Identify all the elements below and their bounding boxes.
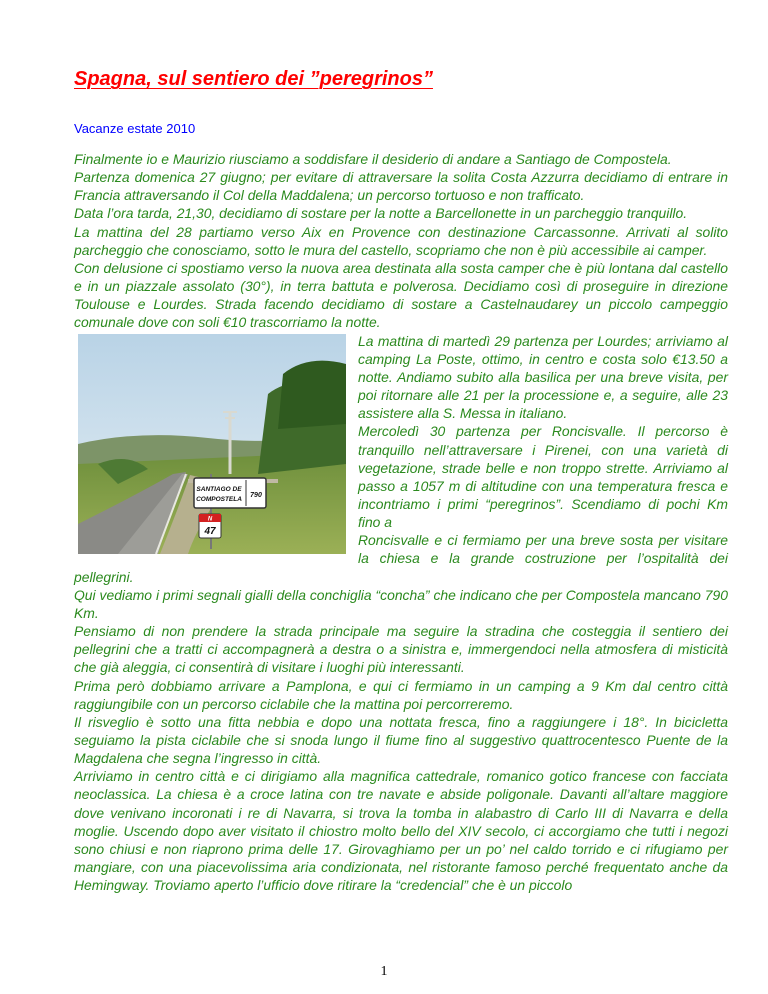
- paragraph: Il risveglio è sotto una fitta nebbia e dopo una nottata fresca, fino a raggiungere i 18°. In bicicletta seguiamo la pista ciclabile che si snoda lungo il fiume fino al suggestivo quattrocentesco Puente de la Magdalena che segna l’ingresso in città.: [74, 713, 728, 767]
- sign-distance: 790: [250, 491, 262, 499]
- sign-line1: SANTIAGO DE: [196, 485, 242, 493]
- paragraph: Qui vediamo i primi segnali gialli della conchiglia “concha” che indicano che per Compostela mancano 790 Km.: [74, 586, 728, 621]
- sign-route-number: 47: [204, 525, 216, 537]
- paragraph: Mercoledì 30 partenza per Roncisvalle. Il percorso è tranquillo nell’attraversare i Pirenei, con una varietà di vegetazione, strade belle e non troppo strette. Arriviamo al passo a 1057 m di altitudine con una temperatura fresca e incontriamo i primi “peregrinos”. Scendiamo di pochi Km fino a: [358, 423, 728, 531]
- sign-line2: COMPOSTELA: [196, 495, 242, 503]
- document-title: Spagna, sul sentiero dei ”peregrinos”: [74, 68, 433, 90]
- paragraph: Finalmente io e Maurizio riusciamo a soddisfare il desiderio di andare a Santiago de Compostela.: [74, 151, 672, 167]
- paragraph: La mattina del 28 partiamo verso Aix en Provence con destinazione Carcassonne. Arrivati al solito parcheggio che conosciamo, sotto le mura del castello, scopriamo che non è più accessibile ai camper.: [74, 223, 728, 258]
- paragraph: La mattina di martedì 29 partenza per Lourdes; arriviamo al camping La Poste, ottimo, in centro e costa solo €13.50 a notte. Andiamo subito alla basilica per una breve visita, per poi ritornare alle 21 per la processione e, a seguire, alle 23 assistere alla S. Messa in italiano.: [358, 332, 728, 422]
- paragraph: Prima però dobbiamo arrivare a Pamplona, e qui ci fermiamo in un camping a 9 Km dal centro città raggiungibile con un percorso ciclabile che la mattina poi percorreremo.: [74, 677, 728, 712]
- document-subtitle: Vacanze estate 2010: [74, 121, 196, 136]
- paragraph: Pensiamo di non prendere la strada principale ma seguire la stradina che costeggia il sentiero dei pellegrini che a tratti ci accompagnerà a destra o a sinistra e, immergendoci nella atmosfera di misticità che già aleggia, ci consentirà di visitare i luoghi più interessanti.: [74, 623, 728, 676]
- document-body: [74, 150, 728, 894]
- road-sign-illustration: [78, 334, 346, 554]
- paragraph: Arriviamo in centro città e ci dirigiamo alla magnifica cattedrale, romanico gotico francese con facciata neoclassica. La chiesa è a croce latina con tre navate e abside poligonale. Davanti all’altare maggiore dove venivano incoronati i re di Navarra, si trova la tomba in alabastro di Carlo III di Navarra e della moglie. Uscendo dopo aver visitato il chiostro molto bello del XIV secolo, ci accorgiamo che tutti i negozi sono chiusi e non riaprono prima delle 17. Girovaghiamo per un po’ nel caldo torrido e ci rifugiamo per mangiare, con una piacevolissima aria condizionata, nel ristorante famoso perché frequentato anche da Hemingway. Troviamo aperto l’ufficio dove ritirare la “credencial” che è un piccolo: [74, 768, 728, 894]
- road-sign-photo: [74, 332, 350, 554]
- paragraph: Roncisvalle e ci fermiamo per una breve sosta per visitare la chiesa e la grande costruzione per l’ospitalità dei pellegrini.: [74, 532, 728, 585]
- sign-route-top: N: [207, 516, 213, 523]
- paragraph: Data l’ora tarda, 21,30, decidiamo di sostare per la notte a Barcellonette in un parcheggio tranquillo.: [74, 205, 688, 222]
- paragraph: Con delusione ci spostiamo verso la nuova area destinata alla sosta camper che è più lontana dal castello e in un piazzale assolato (30°), in terra battuta e polverosa. Decidiamo così di proseguire in direzione Toulouse e Lourdes. Strada facendo decidiamo di sostare a Castelnaudarey un piccolo campeggio comunale dove con soli €10 trascorriamo la notte.: [74, 259, 728, 331]
- page-number: 1: [380, 964, 388, 979]
- paragraph: Partenza domenica 27 giugno; per evitare di attraversare la solita Costa Azzurra decidiamo di entrare in Francia attraversando il Col della Maddalena; un percorso tortuoso e non trafficato.: [74, 169, 728, 204]
